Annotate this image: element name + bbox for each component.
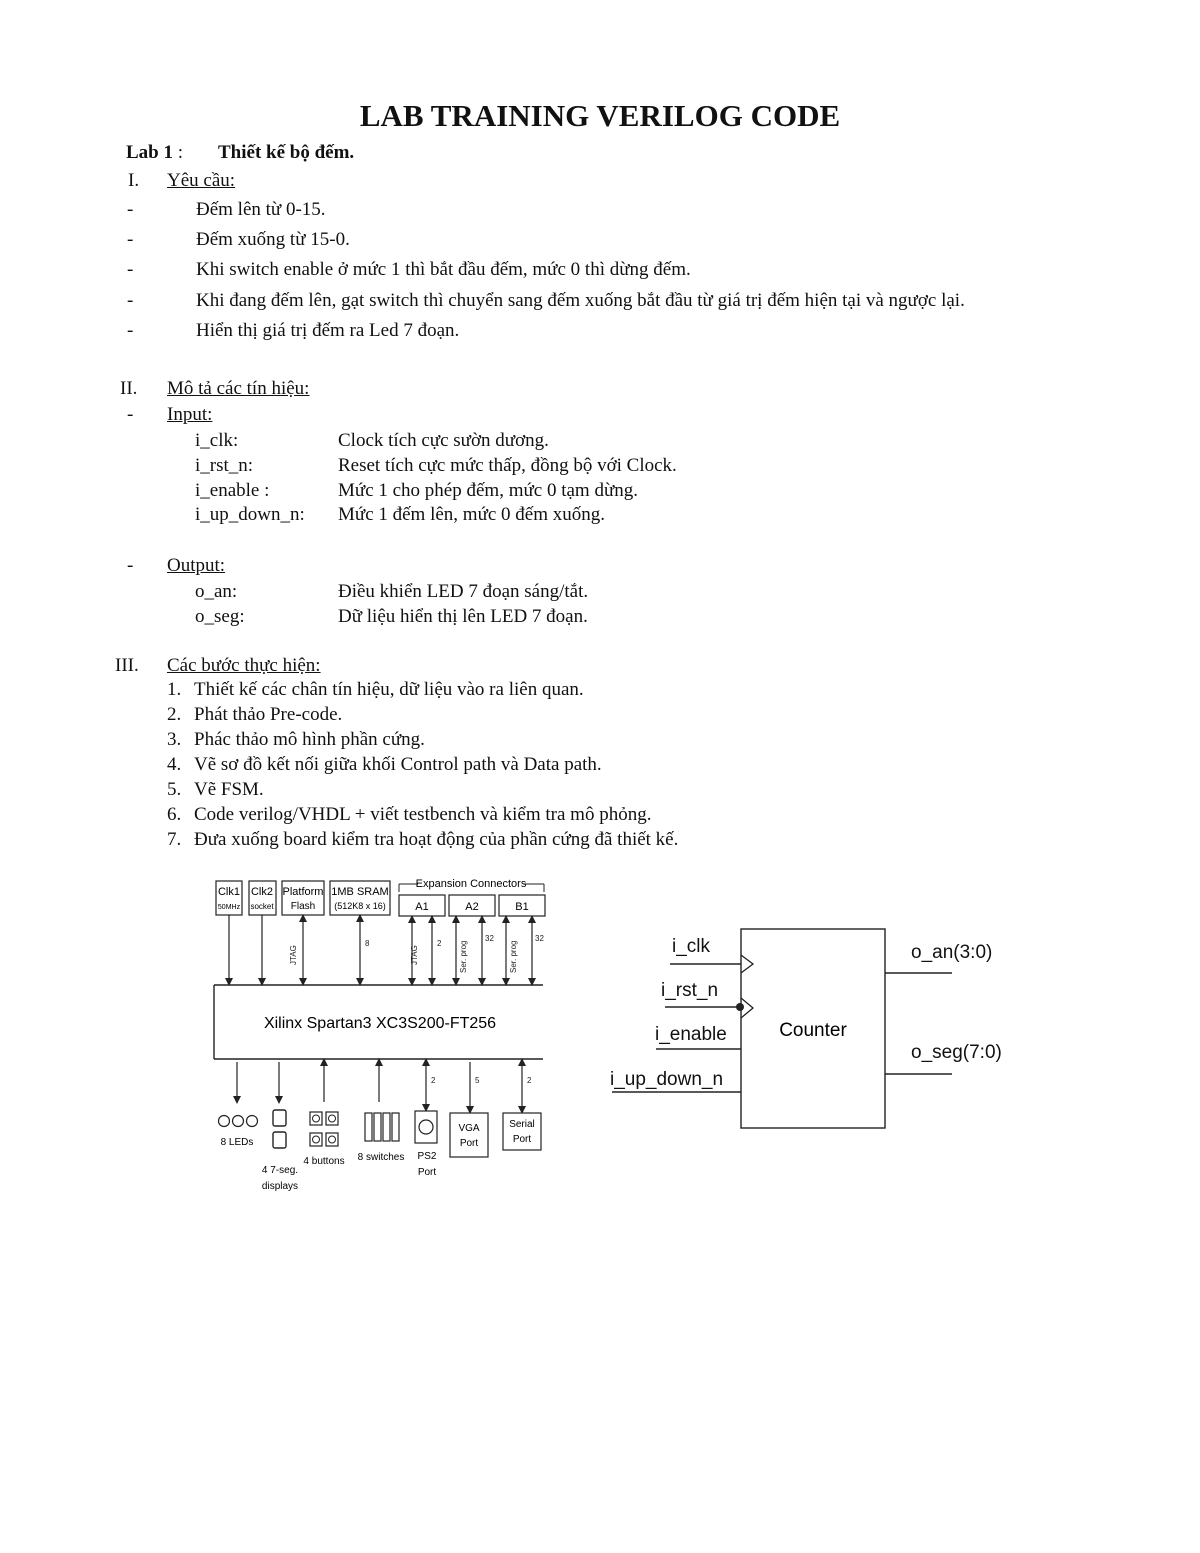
bus-width-label: 32: [485, 934, 494, 943]
counter-block-label: Counter: [779, 1020, 847, 1041]
page-title: LAB TRAINING VERILOG CODE: [359, 98, 841, 133]
counter-block: [741, 929, 885, 1128]
signal-name: o_seg:: [195, 606, 245, 627]
input-port-label: i_clk: [672, 936, 711, 957]
list-item: Hiển thị giá trị đếm ra Led 7 đoạn.: [196, 320, 460, 341]
input-port-label: i_enable: [655, 1024, 727, 1045]
list-item-number: 4.: [167, 754, 182, 775]
top-block-sublabel: Flash: [290, 901, 316, 912]
bullet-dash: -: [127, 199, 134, 220]
jtag-label: JTAG: [289, 945, 298, 965]
bus-width-label: 32: [535, 934, 544, 943]
signal-description: Clock tích cực sườn dương.: [338, 430, 549, 451]
bullet-dash: -: [127, 290, 134, 311]
input-port-label: i_up_down_n: [610, 1069, 724, 1090]
peripheral-label: PS2: [417, 1151, 437, 1162]
top-block-sublabel: (512K8 x 16): [334, 901, 386, 911]
peripheral-label: Port: [512, 1134, 532, 1145]
signal-name: i_up_down_n:: [195, 504, 305, 525]
bus-width-label: 2: [431, 1076, 436, 1085]
section-1-heading: Yêu cầu:: [167, 170, 236, 191]
peripheral-label: 4 buttons: [303, 1156, 345, 1167]
signal-name: i_enable :: [195, 480, 270, 501]
peripheral-label: displays: [261, 1181, 299, 1192]
list-item: Thiết kế các chân tín hiệu, dữ liệu vào ra liên quan.: [194, 679, 584, 700]
bus-width-label: 5: [475, 1076, 480, 1085]
list-item: Vẽ sơ đồ kết nối giữa khối Control path và Data path.: [194, 754, 602, 775]
connector-b1-label: B1: [515, 901, 529, 913]
list-item: Đếm lên từ 0-15.: [196, 199, 326, 220]
peripheral-label: 4 7-seg.: [261, 1165, 299, 1176]
section-1-number: I.: [128, 170, 140, 191]
ser-prog-label: Ser. prog: [509, 940, 518, 973]
peripheral-label: 8 switches: [357, 1152, 405, 1163]
bullet-dash: -: [127, 229, 134, 250]
section-3-number: III.: [115, 655, 139, 676]
bullet-dash: -: [127, 555, 134, 576]
bus-width-label: 8: [365, 939, 370, 948]
connector-a1-label: A1: [415, 901, 429, 913]
top-block-label: 1MB SRAM: [331, 886, 389, 898]
bus-width-label: 2: [527, 1076, 532, 1085]
ser-prog-label: Ser. prog: [459, 940, 468, 973]
list-item-number: 3.: [167, 729, 182, 750]
signal-name: i_rst_n:: [195, 455, 254, 476]
peripheral-label: VGA: [458, 1123, 480, 1134]
list-item: Phát thảo Pre-code.: [194, 704, 343, 725]
top-block-sublabel: 50MHz: [217, 904, 241, 911]
bullet-dash: -: [127, 404, 134, 425]
output-heading: Output:: [167, 555, 226, 576]
counter-input-labels: [610, 936, 727, 1090]
bullet-dash: -: [127, 320, 134, 341]
top-block-sublabel: socket: [250, 902, 274, 911]
counter-output-labels: [911, 942, 1002, 1063]
top-block-label: Clk1: [217, 886, 241, 898]
output-port-label: o_seg(7:0): [911, 1042, 1002, 1063]
list-item: Code verilog/VHDL + viết testbench và kiểm tra mô phỏng.: [194, 804, 652, 825]
section-2-number: II.: [120, 378, 138, 399]
signal-name: i_clk:: [195, 430, 239, 451]
lab-sep: :: [177, 142, 184, 163]
list-item: Khi đang đếm lên, gạt switch thì chuyển sang đếm xuống bắt đầu từ giá trị đếm hiện tại và ngược lại.: [196, 290, 965, 311]
top-block-label: Clk2: [250, 886, 274, 898]
lab-label: Lab 1: [126, 142, 173, 163]
list-item-number: 5.: [167, 779, 182, 800]
fpga-chip-label: Xilinx Spartan3 XC3S200-FT256: [263, 1015, 497, 1032]
list-item-number: 6.: [167, 804, 182, 825]
list-item: Vẽ FSM.: [194, 779, 264, 800]
bus-width-label: 2: [437, 939, 442, 948]
signal-description: Mức 1 cho phép đếm, mức 0 tạm dừng.: [338, 480, 639, 501]
signal-description: Điều khiển LED 7 đoạn sáng/tắt.: [338, 581, 589, 602]
list-item: Khi switch enable ở mức 1 thì bắt đầu đếm, mức 0 thì dừng đếm.: [196, 259, 691, 280]
signal-description: Reset tích cực mức thấp, đồng bộ với Clock.: [338, 455, 677, 476]
output-port-label: o_an(3:0): [911, 942, 993, 963]
list-item: Đưa xuống board kiểm tra hoạt động của phần cứng đã thiết kế.: [194, 829, 679, 850]
jtag-label: JTAG: [410, 945, 419, 965]
peripheral-label: Port: [459, 1138, 479, 1149]
section-3-heading: Các bước thực hiện:: [167, 655, 321, 676]
section-2-heading: Mô tả các tín hiệu:: [167, 378, 310, 399]
connector-a2-label: A2: [465, 901, 479, 913]
reset-dot-icon: [736, 1003, 744, 1011]
peripheral-label: Port: [417, 1167, 437, 1178]
top-block-label: Platform: [282, 886, 324, 898]
signal-description: Dữ liệu hiển thị lên LED 7 đoạn.: [338, 606, 588, 627]
bullet-dash: -: [127, 259, 134, 280]
peripheral-label: Serial: [509, 1119, 535, 1130]
list-item-number: 1.: [167, 679, 182, 700]
input-heading: Input:: [167, 404, 213, 425]
input-port-label: i_rst_n: [661, 980, 719, 1001]
lab-name: Thiết kế bộ đếm.: [218, 142, 355, 163]
list-item-number: 7.: [167, 829, 182, 850]
signal-description: Mức 1 đếm lên, mức 0 đếm xuống.: [338, 504, 606, 525]
expansion-connectors-label: Expansion Connectors: [415, 878, 527, 890]
peripheral-label: 8 LEDs: [220, 1137, 254, 1148]
list-item-number: 2.: [167, 704, 182, 725]
list-item: Đếm xuống từ 15-0.: [196, 229, 350, 250]
signal-name: o_an:: [195, 581, 238, 602]
list-item: Phác thảo mô hình phần cứng.: [194, 729, 425, 750]
